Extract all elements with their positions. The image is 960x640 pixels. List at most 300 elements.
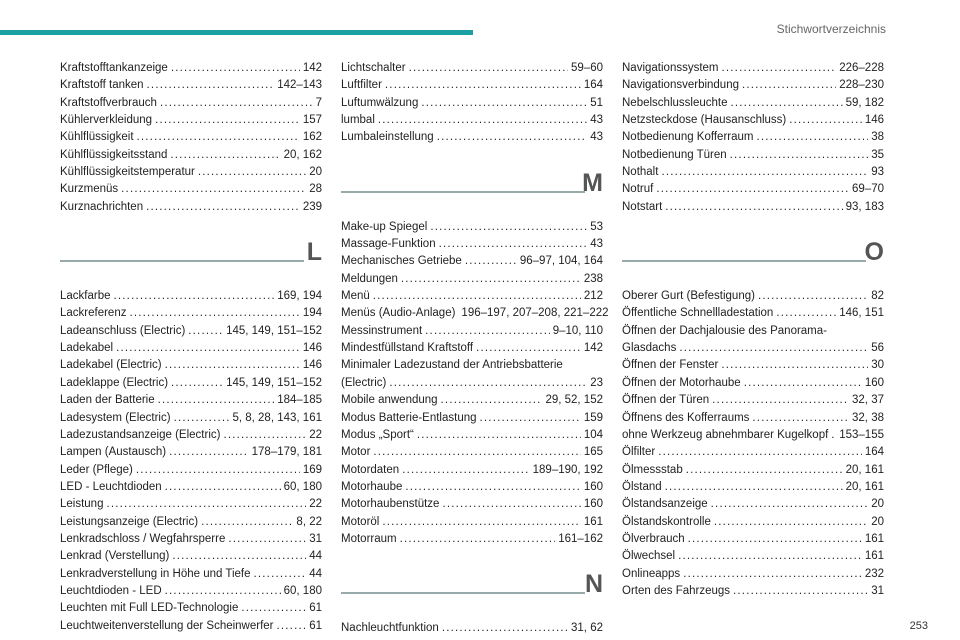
index-entry [60, 479, 322, 496]
dot-leader [147, 77, 275, 94]
entry-label: Modus Batterie-Entlastung [341, 411, 477, 424]
entry-label: Menüs (Audio-Anlage) [341, 307, 456, 320]
index-entry [622, 164, 884, 181]
entry-pages: 31 [309, 532, 322, 545]
entry-label: Lenkradschloss / Wegfahrsperre [60, 532, 226, 545]
entry-label: Ladesystem (Electric) [60, 411, 171, 424]
dot-leader [188, 323, 223, 340]
entry-label: Öffnen der Fenster [622, 359, 719, 372]
index-entry [60, 181, 322, 198]
entry-label: Kraftstoffverbrauch [60, 96, 157, 109]
entry-label: Kraftstofftankanzeige [60, 62, 168, 74]
section-letter: M [582, 168, 603, 197]
dot-leader [171, 375, 223, 392]
entry-pages: 69–70 [852, 183, 884, 196]
entry-pages: 43 [590, 131, 603, 144]
index-entry [60, 95, 322, 112]
index-entry [622, 77, 884, 94]
section-divider [60, 260, 304, 262]
dot-leader [733, 583, 868, 600]
entry-pages: 31, 62 [571, 622, 603, 635]
entry-pages: 145, 149, 151–152 [226, 376, 322, 389]
index-entry [341, 271, 603, 288]
index-entry [341, 305, 609, 322]
entry-pages: 162 [302, 131, 322, 144]
section-header [60, 236, 322, 276]
entry-label: Nebelschlussleuchte [622, 96, 728, 109]
entry-label: Leuchtweitenverstellung der Scheinwerfer [60, 619, 274, 632]
entry-pages: 53 [590, 220, 603, 233]
entry-label: Nachleuchtfunktion [341, 622, 439, 635]
dot-leader [223, 427, 306, 444]
entry-pages: 96–97, 104, 164 [519, 255, 603, 268]
dot-leader [382, 514, 580, 531]
entry-pages: 159 [583, 411, 603, 424]
entry-label: Lumbaleinstellung [341, 131, 434, 144]
dot-leader [228, 531, 306, 548]
entry-label: Kraftstoff tanken [60, 79, 144, 92]
dot-leader [241, 600, 306, 617]
index-entry [341, 496, 603, 513]
dot-leader [277, 618, 307, 635]
entry-pages: 60, 180 [283, 584, 322, 597]
index-entry [60, 340, 322, 357]
dot-leader [129, 305, 299, 322]
dot-leader [165, 357, 300, 374]
entry-label: Motorhaubenstütze [341, 498, 440, 511]
entry-pages: 38 [871, 131, 884, 144]
entry-pages: 20, 161 [845, 463, 884, 476]
entry-pages: 35 [871, 148, 884, 161]
entry-label: Oberer Gurt (Befestigung) [622, 290, 755, 303]
entry-pages: 228–230 [839, 79, 884, 92]
dot-leader [758, 288, 868, 305]
entry-pages: 20 [871, 515, 884, 528]
index-entry [341, 410, 603, 427]
entry-label: Ölfilter [622, 446, 656, 459]
entry-pages: 189–190, 192 [532, 463, 603, 476]
dot-leader [171, 60, 300, 77]
index-entry [341, 323, 603, 340]
entry-label: Modus „Sport“ [341, 428, 414, 441]
entry-pages: 22 [309, 428, 322, 441]
dot-leader [165, 479, 281, 496]
dot-leader [378, 112, 587, 129]
dot-leader [401, 271, 581, 288]
entry-label: Laden der Batterie [60, 394, 155, 407]
index-entry [622, 323, 884, 340]
entry-label: Kühlflüssigkeitstemperatur [60, 166, 195, 179]
index-entry [60, 618, 322, 635]
dot-leader [686, 462, 843, 479]
entry-pages: 31 [871, 584, 884, 597]
dot-leader [476, 340, 581, 357]
index-entry [622, 444, 884, 461]
dot-leader [172, 548, 306, 565]
entry-label: Lackfarbe [60, 290, 111, 303]
entry-pages: 32, 37 [852, 394, 884, 407]
section-divider [622, 260, 866, 262]
entry-pages: 142 [302, 62, 322, 74]
dot-leader [665, 479, 843, 496]
index-entry [341, 236, 603, 253]
dot-leader [683, 566, 862, 583]
dot-leader [437, 129, 588, 146]
entry-label: Lenkradverstellung in Höhe und Tiefe [60, 567, 251, 580]
entry-pages: 157 [302, 114, 322, 127]
index-entry [341, 392, 603, 409]
entry-label: Motorhaube [341, 480, 403, 493]
entry-pages: 169 [302, 463, 322, 476]
entry-pages: 59, 182 [845, 96, 884, 109]
entry-pages: 169, 194 [277, 290, 322, 303]
index-entry [622, 129, 884, 146]
entry-label: Kurzmenüs [60, 183, 119, 196]
entry-pages: 146, 151 [839, 307, 884, 320]
entry-pages: 30 [871, 359, 884, 372]
index-entry [341, 112, 603, 129]
dot-leader [425, 323, 550, 340]
index-entry [60, 566, 322, 583]
entry-pages: 161 [583, 515, 603, 528]
index-entry [622, 95, 884, 112]
entry-pages: 160 [583, 498, 603, 511]
index-entry [622, 410, 884, 427]
entry-pages: 8, 22 [296, 515, 322, 528]
index-entry [60, 305, 322, 322]
dot-leader [254, 566, 307, 583]
section-divider [341, 191, 585, 193]
dot-leader [757, 129, 869, 146]
entry-pages: 20, 162 [283, 148, 322, 161]
entry-label: Ölverbrauch [622, 532, 685, 545]
dot-leader [146, 199, 300, 216]
dot-leader [730, 95, 842, 112]
entry-label: Glasdachs [622, 342, 677, 355]
dot-leader [116, 340, 300, 357]
index-entry [60, 288, 322, 305]
index-entry [341, 531, 603, 548]
index-entry [622, 531, 884, 548]
entry-pages: 32, 38 [852, 411, 884, 424]
index-entry [622, 60, 884, 77]
index-entry [341, 253, 603, 270]
dot-leader [742, 77, 836, 94]
dot-leader [722, 60, 837, 77]
dot-leader [421, 95, 587, 112]
entry-label: LED - Leuchtdioden [60, 480, 162, 493]
entry-pages: 56 [871, 342, 884, 355]
index-entry [60, 444, 322, 461]
entry-pages: 23 [590, 376, 603, 389]
index-entry [60, 129, 322, 146]
entry-pages: 61 [309, 602, 322, 615]
entry-label: Lichtschalter [341, 62, 406, 74]
index-entry [622, 566, 884, 583]
dot-leader [158, 392, 275, 409]
entry-label: Ladezustandsanzeige (Electric) [60, 428, 221, 441]
index-entry [341, 462, 603, 479]
index-entry [60, 164, 322, 181]
index-entry [341, 444, 603, 461]
page-title: Stichwortverzeichnis [776, 22, 886, 36]
entry-label: Lackreferenz [60, 307, 127, 320]
entry-pages: 44 [309, 567, 322, 580]
entry-label: Notruf [622, 183, 654, 196]
entry-label: Leuchtdioden - LED [60, 584, 162, 597]
index-entry [622, 583, 884, 600]
entry-label: Onlineapps [622, 567, 681, 580]
dot-leader [679, 340, 868, 357]
index-entry [622, 427, 884, 444]
dot-leader [658, 444, 862, 461]
section-letter: O [864, 238, 884, 267]
index-entry [622, 392, 884, 409]
index-entry [60, 548, 322, 565]
entry-pages: 178–179, 181 [251, 446, 322, 459]
entry-pages: 164 [864, 446, 884, 459]
entry-label: Öffnen der Motorhaube [622, 376, 741, 389]
dot-leader [442, 620, 568, 637]
dot-leader [121, 181, 306, 198]
entry-pages: 161–162 [558, 532, 603, 545]
dot-leader [136, 462, 300, 479]
dot-leader [714, 514, 868, 531]
entry-pages: 145, 149, 151–152 [226, 324, 322, 337]
dot-leader [442, 496, 580, 513]
entry-label: Orten des Fahrzeugs [622, 584, 731, 597]
index-entry [622, 462, 884, 479]
dot-leader [678, 548, 862, 565]
entry-label: Ladekabel (Electric) [60, 359, 162, 372]
entry-label: Luftfilter [341, 79, 382, 92]
entry-label: Meldungen [341, 272, 398, 285]
entry-label: (Electric) [341, 376, 387, 389]
entry-pages: 44 [309, 550, 322, 563]
entry-label: Motorraum [341, 532, 397, 545]
header-accent-bar [0, 30, 473, 35]
dot-leader [744, 375, 862, 392]
dot-leader [661, 164, 868, 181]
entry-label: Massage-Funktion [341, 238, 436, 251]
entry-label: Leuchten mit Full LED-Technologie [60, 602, 239, 615]
index-entry [341, 357, 603, 374]
dot-leader [439, 236, 588, 253]
entry-pages: 160 [864, 376, 884, 389]
section-letter: N [584, 570, 603, 599]
entry-label: Motor [341, 446, 371, 459]
entry-pages: 22 [309, 498, 322, 511]
entry-pages: 194 [302, 307, 322, 320]
entry-label: Ölmessstab [622, 463, 683, 476]
entry-label: Minimaler Ladezustand der Antriebsbatterie [341, 359, 563, 372]
index-entry [341, 427, 603, 444]
entry-pages: 226–228 [839, 62, 884, 74]
entry-label: Öffnen der Dachjalousie des Panorama- [622, 324, 827, 337]
entry-pages: 146 [864, 114, 884, 127]
index-column-3 [622, 60, 884, 600]
index-entry [622, 340, 884, 357]
index-entry [622, 147, 884, 164]
dot-leader [405, 479, 580, 496]
index-entry [60, 514, 322, 531]
index-entry [622, 514, 884, 531]
index-entry [60, 60, 322, 77]
entry-label: Ölstandskontrolle [622, 515, 711, 528]
page-number: 253 [909, 620, 928, 632]
section-header [622, 236, 884, 276]
entry-label: lumbal [341, 114, 375, 127]
entry-pages: 184–185 [277, 394, 322, 407]
index-entry [60, 583, 322, 600]
index-entry [60, 462, 322, 479]
entry-pages: 59–60 [571, 62, 603, 74]
dot-leader [712, 392, 849, 409]
dot-leader [776, 305, 836, 322]
entry-pages: 20, 161 [845, 480, 884, 493]
entry-label: Navigationssystem [622, 62, 719, 74]
entry-pages: 20 [309, 166, 322, 179]
entry-pages: 60, 180 [283, 480, 322, 493]
index-entry [341, 514, 603, 531]
dot-leader [373, 444, 580, 461]
entry-label: Notstart [622, 200, 663, 213]
index-entry [60, 199, 322, 216]
entry-label: Leistung [60, 498, 104, 511]
dot-leader [402, 462, 529, 479]
dot-leader [155, 112, 300, 129]
entry-label: Öffentliche Schnellladestation [622, 307, 774, 320]
entry-pages: 239 [302, 200, 322, 213]
entry-label: Kurznachrichten [60, 200, 144, 213]
entry-pages: 142–143 [277, 79, 322, 92]
entry-label: Öffnens des Kofferraums [622, 411, 750, 424]
index-entry [341, 479, 603, 496]
index-entry [622, 305, 884, 322]
entry-label: ohne Werkzeug abnehmbarer Kugelkopf [622, 428, 829, 441]
dot-leader [174, 410, 230, 427]
dot-leader [137, 129, 300, 146]
entry-pages: 43 [590, 238, 603, 251]
entry-pages: 61 [309, 619, 322, 632]
entry-label: Ladekabel [60, 342, 114, 355]
entry-pages: 232 [864, 567, 884, 580]
entry-label: Motordaten [341, 463, 400, 476]
entry-pages: 161 [864, 532, 884, 545]
dot-leader [385, 77, 581, 94]
entry-label: Ölwechsel [622, 550, 676, 563]
section-divider [341, 592, 585, 594]
entry-label: Ladeanschluss (Electric) [60, 324, 186, 337]
dot-leader [106, 496, 306, 513]
dot-leader [170, 147, 280, 164]
dot-leader [688, 531, 862, 548]
index-entry [622, 375, 884, 392]
entry-label: Mechanisches Getriebe [341, 255, 462, 268]
index-entry [60, 323, 322, 340]
index-entry [60, 375, 322, 392]
entry-label: Netzsteckdose (Hausanschluss) [622, 114, 787, 127]
dot-leader [198, 164, 306, 181]
index-entry [341, 340, 603, 357]
dot-leader [373, 288, 581, 305]
index-entry [60, 531, 322, 548]
entry-pages: 238 [583, 272, 603, 285]
entry-pages: 5, 8, 28, 143, 161 [232, 411, 322, 424]
index-entry [341, 95, 603, 112]
index-entry [341, 620, 603, 637]
dot-leader [169, 444, 249, 461]
index-entry [341, 60, 603, 77]
dot-leader [465, 253, 517, 270]
dot-leader [721, 357, 868, 374]
entry-label: Nothalt [622, 166, 659, 179]
index-entry [60, 427, 322, 444]
entry-label: Kühlflüssigkeitsstand [60, 148, 168, 161]
entry-pages: 93 [871, 166, 884, 179]
entry-label: Kühlerverkleidung [60, 114, 153, 127]
entry-label: Menü [341, 290, 370, 303]
index-column-2 [341, 60, 609, 638]
entry-label: Motoröl [341, 515, 380, 528]
entry-pages: 28 [309, 183, 322, 196]
entry-label: Mindestfüllstand Kraftstoff [341, 342, 474, 355]
entry-label: Ladeklappe (Electric) [60, 376, 169, 389]
dot-leader [656, 181, 849, 198]
entry-label: Make-up Spiegel [341, 220, 428, 233]
index-column-1 [60, 60, 322, 635]
entry-pages: 20 [871, 498, 884, 511]
dot-leader [400, 531, 556, 548]
index-entry [60, 357, 322, 374]
index-entry [622, 288, 884, 305]
index-entry [341, 375, 603, 392]
dot-leader [201, 514, 293, 531]
dot-leader [114, 288, 275, 305]
section-letter: L [306, 238, 322, 267]
index-entry [60, 496, 322, 513]
dot-leader [430, 219, 587, 236]
dot-leader [730, 147, 869, 164]
entry-pages: 196–197, 207–208, 221–222 [461, 307, 609, 320]
index-entry [622, 548, 884, 565]
index-entry [60, 600, 322, 617]
index-entry [60, 392, 322, 409]
entry-pages: 165 [583, 446, 603, 459]
index-entry [60, 147, 322, 164]
entry-pages: 82 [871, 290, 884, 303]
index-entry [622, 181, 884, 198]
index-entry [60, 77, 322, 94]
entry-pages: 9–10, 110 [552, 324, 603, 337]
entry-pages: 212 [583, 290, 603, 303]
index-entry [622, 199, 884, 216]
entry-pages: 7 [315, 96, 322, 109]
index-entry [622, 357, 884, 374]
entry-pages: 153–155 [839, 428, 884, 441]
entry-pages: 43 [590, 114, 603, 127]
dot-leader [389, 375, 587, 392]
index-entry [341, 288, 603, 305]
entry-pages: 142 [583, 342, 603, 355]
entry-label: Notbedienung Kofferraum [622, 131, 754, 144]
dot-leader [441, 392, 543, 409]
entry-label: Messinstrument [341, 324, 423, 337]
index-entry [60, 112, 322, 129]
entry-label: Kühlflüssigkeit [60, 131, 134, 144]
index-entry [60, 410, 322, 427]
entry-pages: 51 [590, 96, 603, 109]
